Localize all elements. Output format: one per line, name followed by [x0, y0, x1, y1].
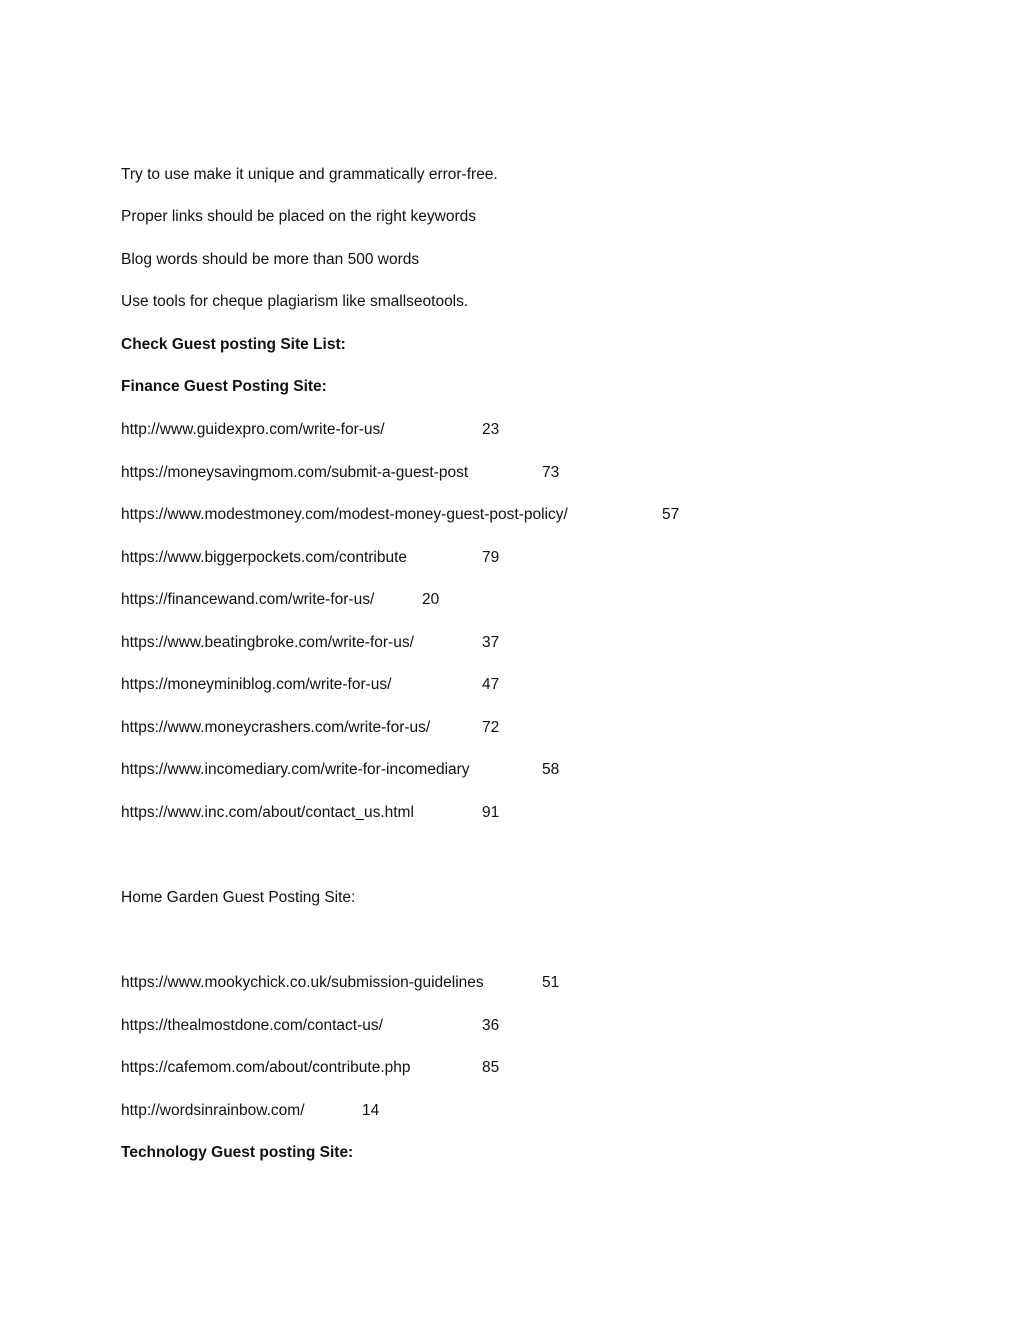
- site-row: [121, 972, 560, 994]
- site-url: https://financewand.com/write-for-us/: [121, 591, 375, 608]
- site-url: https://www.moneycrashers.com/write-for-us/: [121, 719, 431, 736]
- site-score: 58: [542, 761, 560, 778]
- site-row: [121, 717, 500, 739]
- tip-line: Try to use make it unique and grammatically error-free.: [121, 166, 498, 183]
- finance-heading: Finance Guest Posting Site:: [121, 378, 327, 395]
- site-url: https://moneysavingmom.com/submit-a-guest-post: [121, 464, 469, 481]
- site-score: 47: [482, 676, 500, 693]
- site-score: 51: [542, 974, 560, 991]
- site-row: [121, 1100, 380, 1122]
- site-row: [121, 674, 500, 696]
- site-url: https://moneyminiblog.com/write-for-us/: [121, 676, 392, 693]
- site-score: 85: [482, 1059, 500, 1076]
- site-score: 37: [482, 634, 500, 651]
- site-score: 91: [482, 804, 500, 821]
- site-url: https://www.beatingbroke.com/write-for-us/: [121, 634, 414, 651]
- home-garden-heading: Home Garden Guest Posting Site:: [121, 889, 356, 906]
- site-score: 14: [362, 1102, 380, 1119]
- site-score: 79: [482, 549, 500, 566]
- site-row: [121, 759, 560, 781]
- site-url: http://www.guidexpro.com/write-for-us/: [121, 421, 385, 438]
- site-row: [121, 1015, 500, 1037]
- site-row: [121, 1057, 500, 1079]
- site-row: [121, 419, 500, 441]
- site-row: [121, 632, 500, 654]
- site-row: [121, 462, 560, 484]
- site-url: https://www.mookychick.co.uk/submission-guidelines: [121, 974, 484, 991]
- site-url: https://www.inc.com/about/contact_us.html: [121, 804, 414, 821]
- site-url: https://www.biggerpockets.com/contribute: [121, 549, 408, 566]
- tip-line: Use tools for cheque plagiarism like smallseotools.: [121, 293, 469, 310]
- site-url: https://cafemom.com/about/contribute.php: [121, 1059, 411, 1076]
- site-score: 72: [482, 719, 500, 736]
- site-url: https://www.incomediary.com/write-for-incomediary: [121, 761, 470, 778]
- site-row: [121, 589, 440, 611]
- site-score: 57: [662, 506, 680, 523]
- tip-line: Blog words should be more than 500 words: [121, 251, 420, 268]
- site-url: https://www.modestmoney.com/modest-money-guest-post-policy/: [121, 506, 568, 523]
- site-score: 20: [422, 591, 440, 608]
- site-score: 73: [542, 464, 560, 481]
- site-url: http://wordsinrainbow.com/: [121, 1102, 305, 1119]
- site-score: 36: [482, 1017, 500, 1034]
- site-row: [121, 547, 500, 569]
- site-row: [121, 802, 500, 824]
- site-score: 23: [482, 421, 500, 438]
- site-url: https://thealmostdone.com/contact-us/: [121, 1017, 383, 1034]
- check-list-heading: Check Guest posting Site List:: [121, 336, 346, 353]
- technology-heading: Technology Guest posting Site:: [121, 1144, 354, 1161]
- tip-line: Proper links should be placed on the right keywords: [121, 208, 476, 225]
- site-row: [121, 504, 680, 526]
